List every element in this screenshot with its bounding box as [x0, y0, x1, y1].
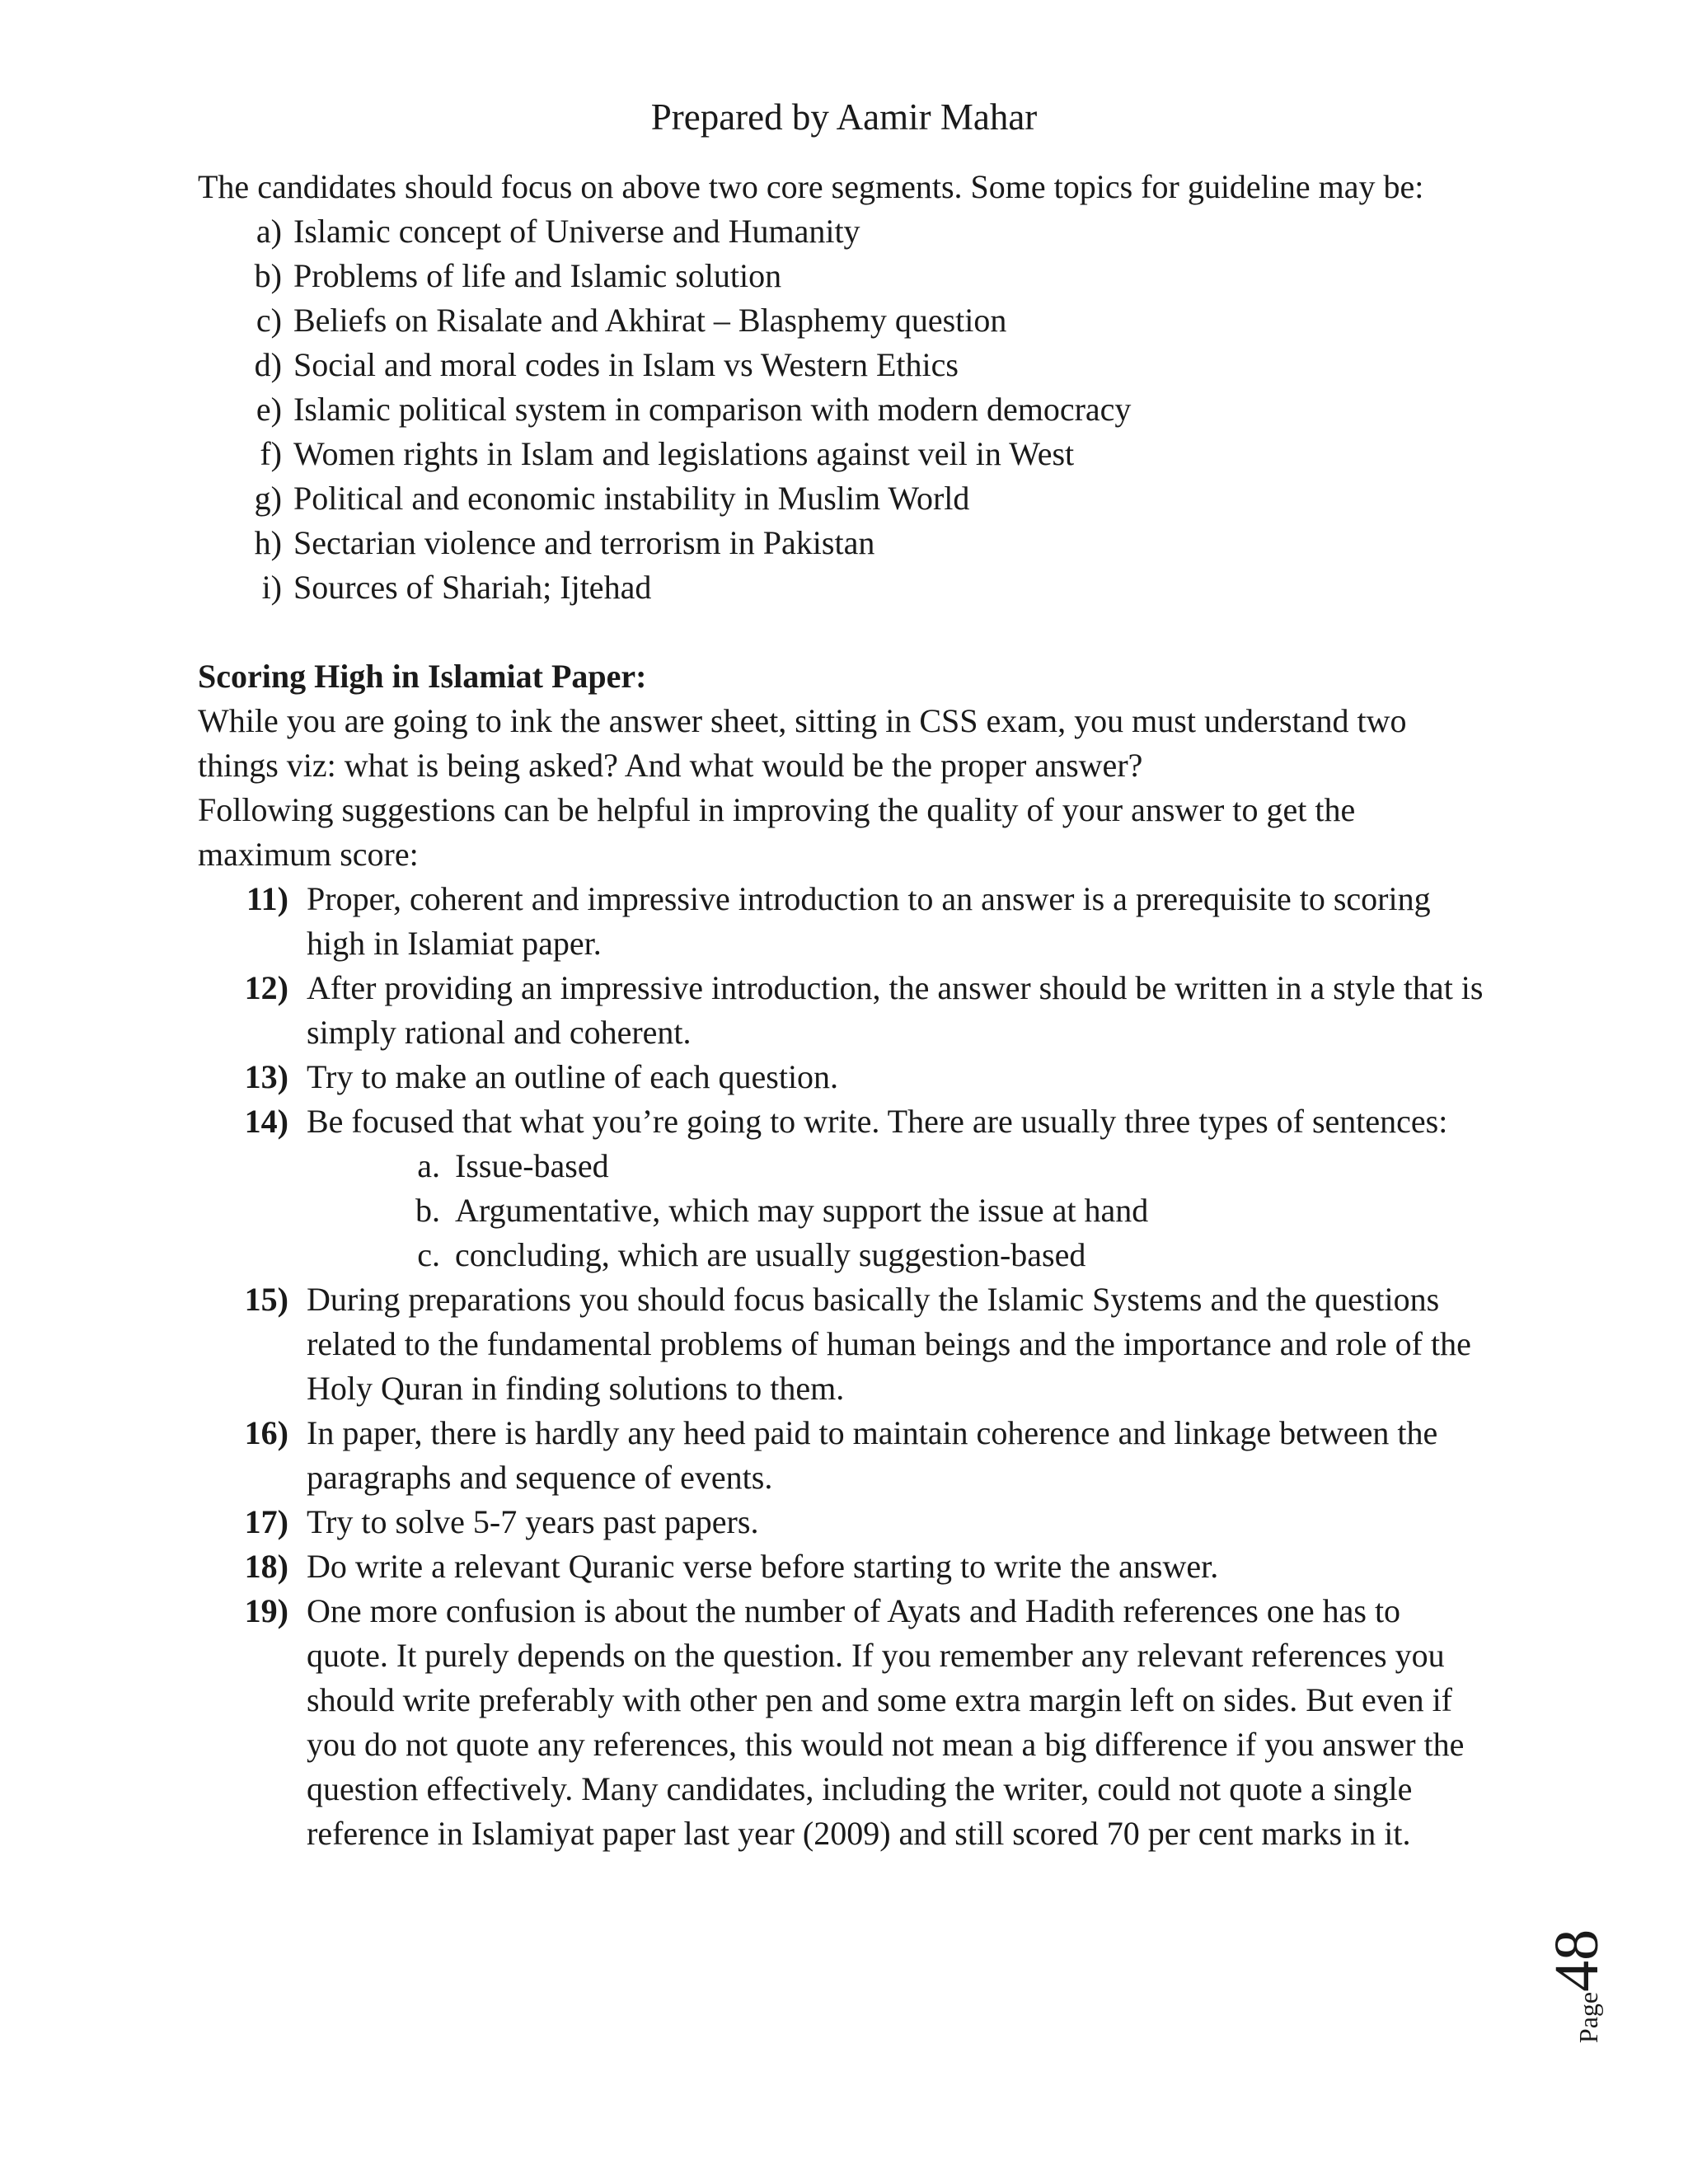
topics-list [198, 209, 1484, 610]
list-item [198, 476, 1484, 521]
list-item [198, 1099, 1484, 1144]
list-marker: 17) [244, 1503, 288, 1540]
intro-paragraph: The candidates should focus on above two core segments. Some topics for guideline may be: [198, 168, 1424, 205]
list-marker: 12) [244, 969, 288, 1006]
paragraph: Following suggestions can be helpful in improving the quality of your answer to get the maximum score: [198, 791, 1356, 873]
list-item-text: Islamic concept of Universe and Humanity [293, 213, 860, 250]
list-item [198, 298, 1484, 343]
list-item-text: Problems of life and Islamic solution [293, 257, 782, 294]
list-item-text: Proper, coherent and impressive introduction to an answer is a prerequisite to scoring high in Islamiat paper. [307, 880, 1431, 962]
list-item [198, 1589, 1484, 1856]
list-item-text: Beliefs on Risalate and Akhirat – Blasphemy question [293, 302, 1007, 339]
list-item-text: After providing an impressive introduction, the answer should be written in a style that is simply rational and coherent. [307, 969, 1484, 1051]
list-item-text: Women rights in Islam and legislations against veil in West [293, 435, 1075, 472]
list-marker: e) [256, 391, 282, 428]
list-item [198, 1277, 1484, 1411]
list-marker: c. [417, 1236, 440, 1273]
list-item-text: Argumentative, which may support the issue at hand [455, 1192, 1149, 1229]
list-item-text: Sources of Shariah; Ijtehad [293, 569, 652, 606]
list-item [198, 254, 1484, 298]
list-item-body [307, 1099, 1484, 1144]
list-marker: 18) [244, 1548, 288, 1585]
list-marker: 13) [244, 1058, 288, 1095]
page-header: Prepared by Aamir Mahar [650, 96, 1038, 138]
list-marker: g) [254, 480, 282, 517]
suggestions-list-continued [198, 1277, 1484, 1856]
page-number [1541, 1929, 1657, 2044]
list-item [198, 343, 1484, 387]
list-marker: b. [415, 1192, 440, 1229]
list-item [198, 966, 1484, 1055]
list-item-text: Political and economic instability in Muslim World [293, 480, 970, 517]
list-item [198, 1055, 1484, 1099]
list-marker: h) [254, 524, 282, 561]
list-marker: a. [417, 1147, 440, 1184]
list-marker: b) [254, 257, 282, 294]
list-item-text: In paper, there is hardly any heed paid to maintain coherence and linkage between the paragraphs and sequence of events. [307, 1414, 1438, 1496]
list-marker: 11) [246, 880, 288, 917]
sub-list-item [198, 1233, 1484, 1277]
list-item-text: During preparations you should focus basically the Islamic Systems and the questions related to the fundamental problems of human beings and the importance and role of the Holy Quran in finding solutions to them. [307, 1281, 1471, 1407]
list-item [198, 877, 1484, 966]
list-item-text: Be focused that what you’re going to write. There are usually three types of sentences: [307, 1103, 1448, 1140]
list-item-text: Islamic political system in comparison with modern democracy [293, 391, 1132, 428]
list-item-text: Issue-based [455, 1147, 609, 1184]
list-marker: a) [256, 213, 282, 250]
page-label: Page [1573, 1991, 1603, 2044]
list-item [198, 209, 1484, 254]
list-item [198, 387, 1484, 432]
list-item [198, 565, 1484, 610]
sentence-types-list [198, 1144, 1484, 1277]
list-marker: d) [254, 346, 282, 383]
sub-list-item [198, 1188, 1484, 1233]
list-item [198, 1500, 1484, 1544]
suggestions-list [198, 877, 1484, 1144]
list-item-text: concluding, which are usually suggestion-based [455, 1236, 1086, 1273]
list-item-text: Try to solve 5-7 years past papers. [307, 1503, 759, 1540]
list-item-text: Try to make an outline of each question. [307, 1058, 839, 1095]
list-item [198, 1544, 1484, 1589]
list-item-text: Social and moral codes in Islam vs Western Ethics [293, 346, 959, 383]
document-body [198, 165, 1484, 1856]
list-marker: i) [261, 569, 282, 606]
list-item-text: Sectarian violence and terrorism in Pakistan [293, 524, 875, 561]
spacer [198, 610, 1484, 654]
list-marker: 19) [244, 1592, 288, 1629]
list-item-text: Do write a relevant Quranic verse before starting to write the answer. [307, 1548, 1219, 1585]
section-heading: Scoring High in Islamiat Paper: [198, 658, 647, 695]
list-item [198, 432, 1484, 476]
sub-list-item [198, 1144, 1484, 1188]
list-item-text: One more confusion is about the number of Ayats and Hadith references one has to quote. It purely depends on the question. If you remember any relevant references you should write preferably with other pen and some extra margin left on sides. But even if you do not quote any references, this would not mean a big difference if you answer the question effectively. Many candidates, including the writer, could not quote a single reference in Islamiyat paper last year (2009) and still scored 70 per cent marks in it. [307, 1592, 1465, 1852]
list-marker: 16) [244, 1414, 288, 1451]
list-marker: 15) [244, 1281, 288, 1318]
list-marker: c) [256, 302, 282, 339]
list-item [198, 521, 1484, 565]
paragraph: While you are going to ink the answer sheet, sitting in CSS exam, you must understand two things viz: what is being asked? And what would be the proper answer? [198, 702, 1407, 784]
list-marker: 14) [244, 1103, 288, 1140]
list-item [198, 1411, 1484, 1500]
list-marker: f) [260, 435, 282, 472]
page-number-value: 48 [1542, 1929, 1611, 1992]
